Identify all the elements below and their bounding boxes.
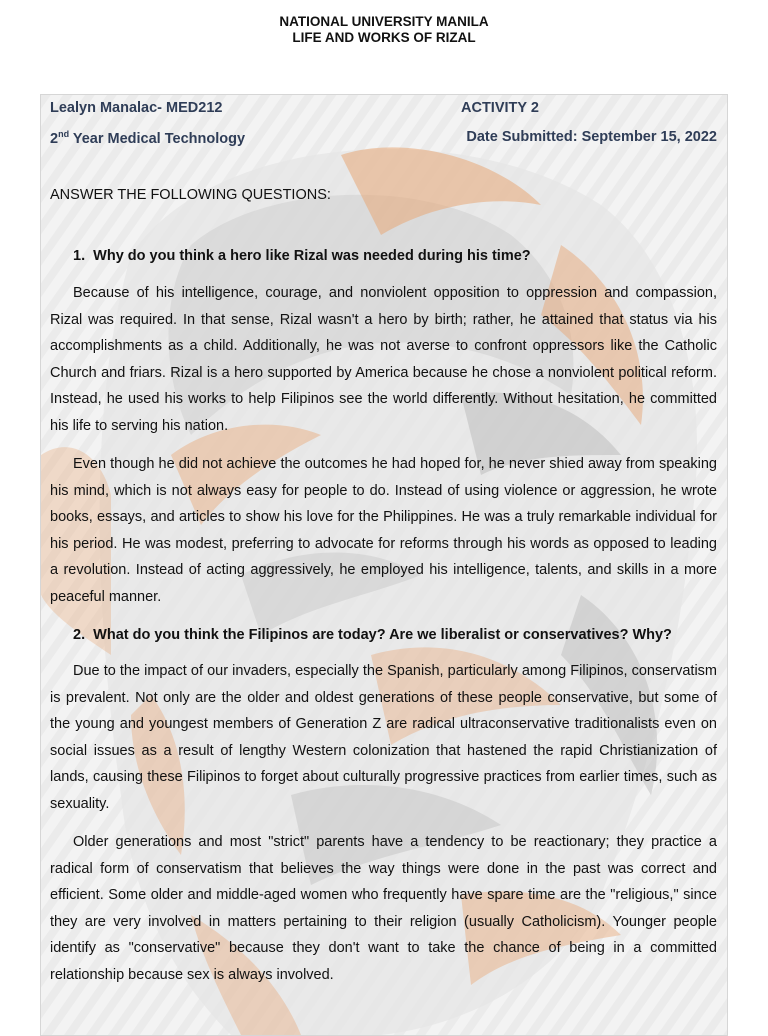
question-1 bbox=[73, 248, 531, 264]
date-submitted: Date Submitted: September 15, 2022 bbox=[466, 129, 717, 145]
answer-paragraph: Older generations and most "strict" parents have a tendency to be reactionary; they practice a radical form of conservatism that believes the way things were done in the past was correct and efficient. Some older and middle-aged women who frequently have spare time are the "religious," since they are very involved in matters pertaining to their religion (usually Catholicism). Younger people identify as "conservative" because they don't want to take the chance of being in a committed relationship because sex is always involved. bbox=[50, 834, 717, 983]
answer-sheet bbox=[40, 94, 728, 1036]
instructions: ANSWER THE FOLLOWING QUESTIONS: bbox=[50, 187, 331, 203]
course-title: LIFE AND WORKS OF RIZAL bbox=[292, 30, 476, 45]
year-program: Year Medical Technology bbox=[69, 130, 246, 147]
question-text: Why do you think a hero like Rizal was needed during his time? bbox=[93, 248, 531, 264]
question-2 bbox=[73, 627, 672, 643]
answer-paragraph: Even though he did not achieve the outcomes he had hoped for, he never shied away from speaking his mind, which is not always easy for people to do. Instead of using violence or aggression, he wrote books, essays, and articles to show his love for the Philippines. He was a truly remarkable individual for his period. He was modest, preferring to advocate for reforms through his words as opposed to leading a revolution. Instead of acting aggressively, he employed his intelligence, talents, and skills in a more peaceful manner. bbox=[50, 456, 717, 605]
year-suffix: nd bbox=[58, 129, 70, 139]
document-header bbox=[0, 14, 768, 46]
student-name: Lealyn Manalac- MED212 bbox=[50, 100, 223, 116]
university-name: NATIONAL UNIVERSITY MANILA bbox=[279, 14, 489, 29]
activity-label: ACTIVITY 2 bbox=[461, 100, 539, 116]
question-number: 1. bbox=[73, 248, 86, 264]
answer-paragraph: Because of his intelligence, courage, and nonviolent opposition to oppression and compassion, Rizal was required. In that sense, Rizal wasn't a hero by birth; rather, he attained that status via his accomplishments as a child. Additionally, he was not averse to confront oppressors like the Catholic Church and friars. Rizal is a hero supported by America because he chose a nonviolent political reform. Instead, he used his works to help Filipinos see the world differently. Without hesitation, he committed his life to serving his nation. bbox=[50, 285, 717, 434]
year-ordinal: 2 bbox=[50, 130, 59, 147]
question-number: 2. bbox=[73, 627, 86, 643]
question-text: What do you think the Filipinos are today? Are we liberalist or conservatives? Why? bbox=[93, 627, 672, 643]
answer-paragraph: Due to the impact of our invaders, especially the Spanish, particularly among Filipinos, conservatism is prevalent. Not only are the older and oldest generations of these people conservative, but some of the young and youngest members of Generation Z are radical ultraconservative traditionalists even on social issues as a result of lengthy Western colonization that hastened the rapid Christianization of lands, causing these Filipinos to forget about culturally progressive practices from earlier times, such as sexuality. bbox=[50, 663, 717, 812]
year-level bbox=[50, 129, 245, 147]
